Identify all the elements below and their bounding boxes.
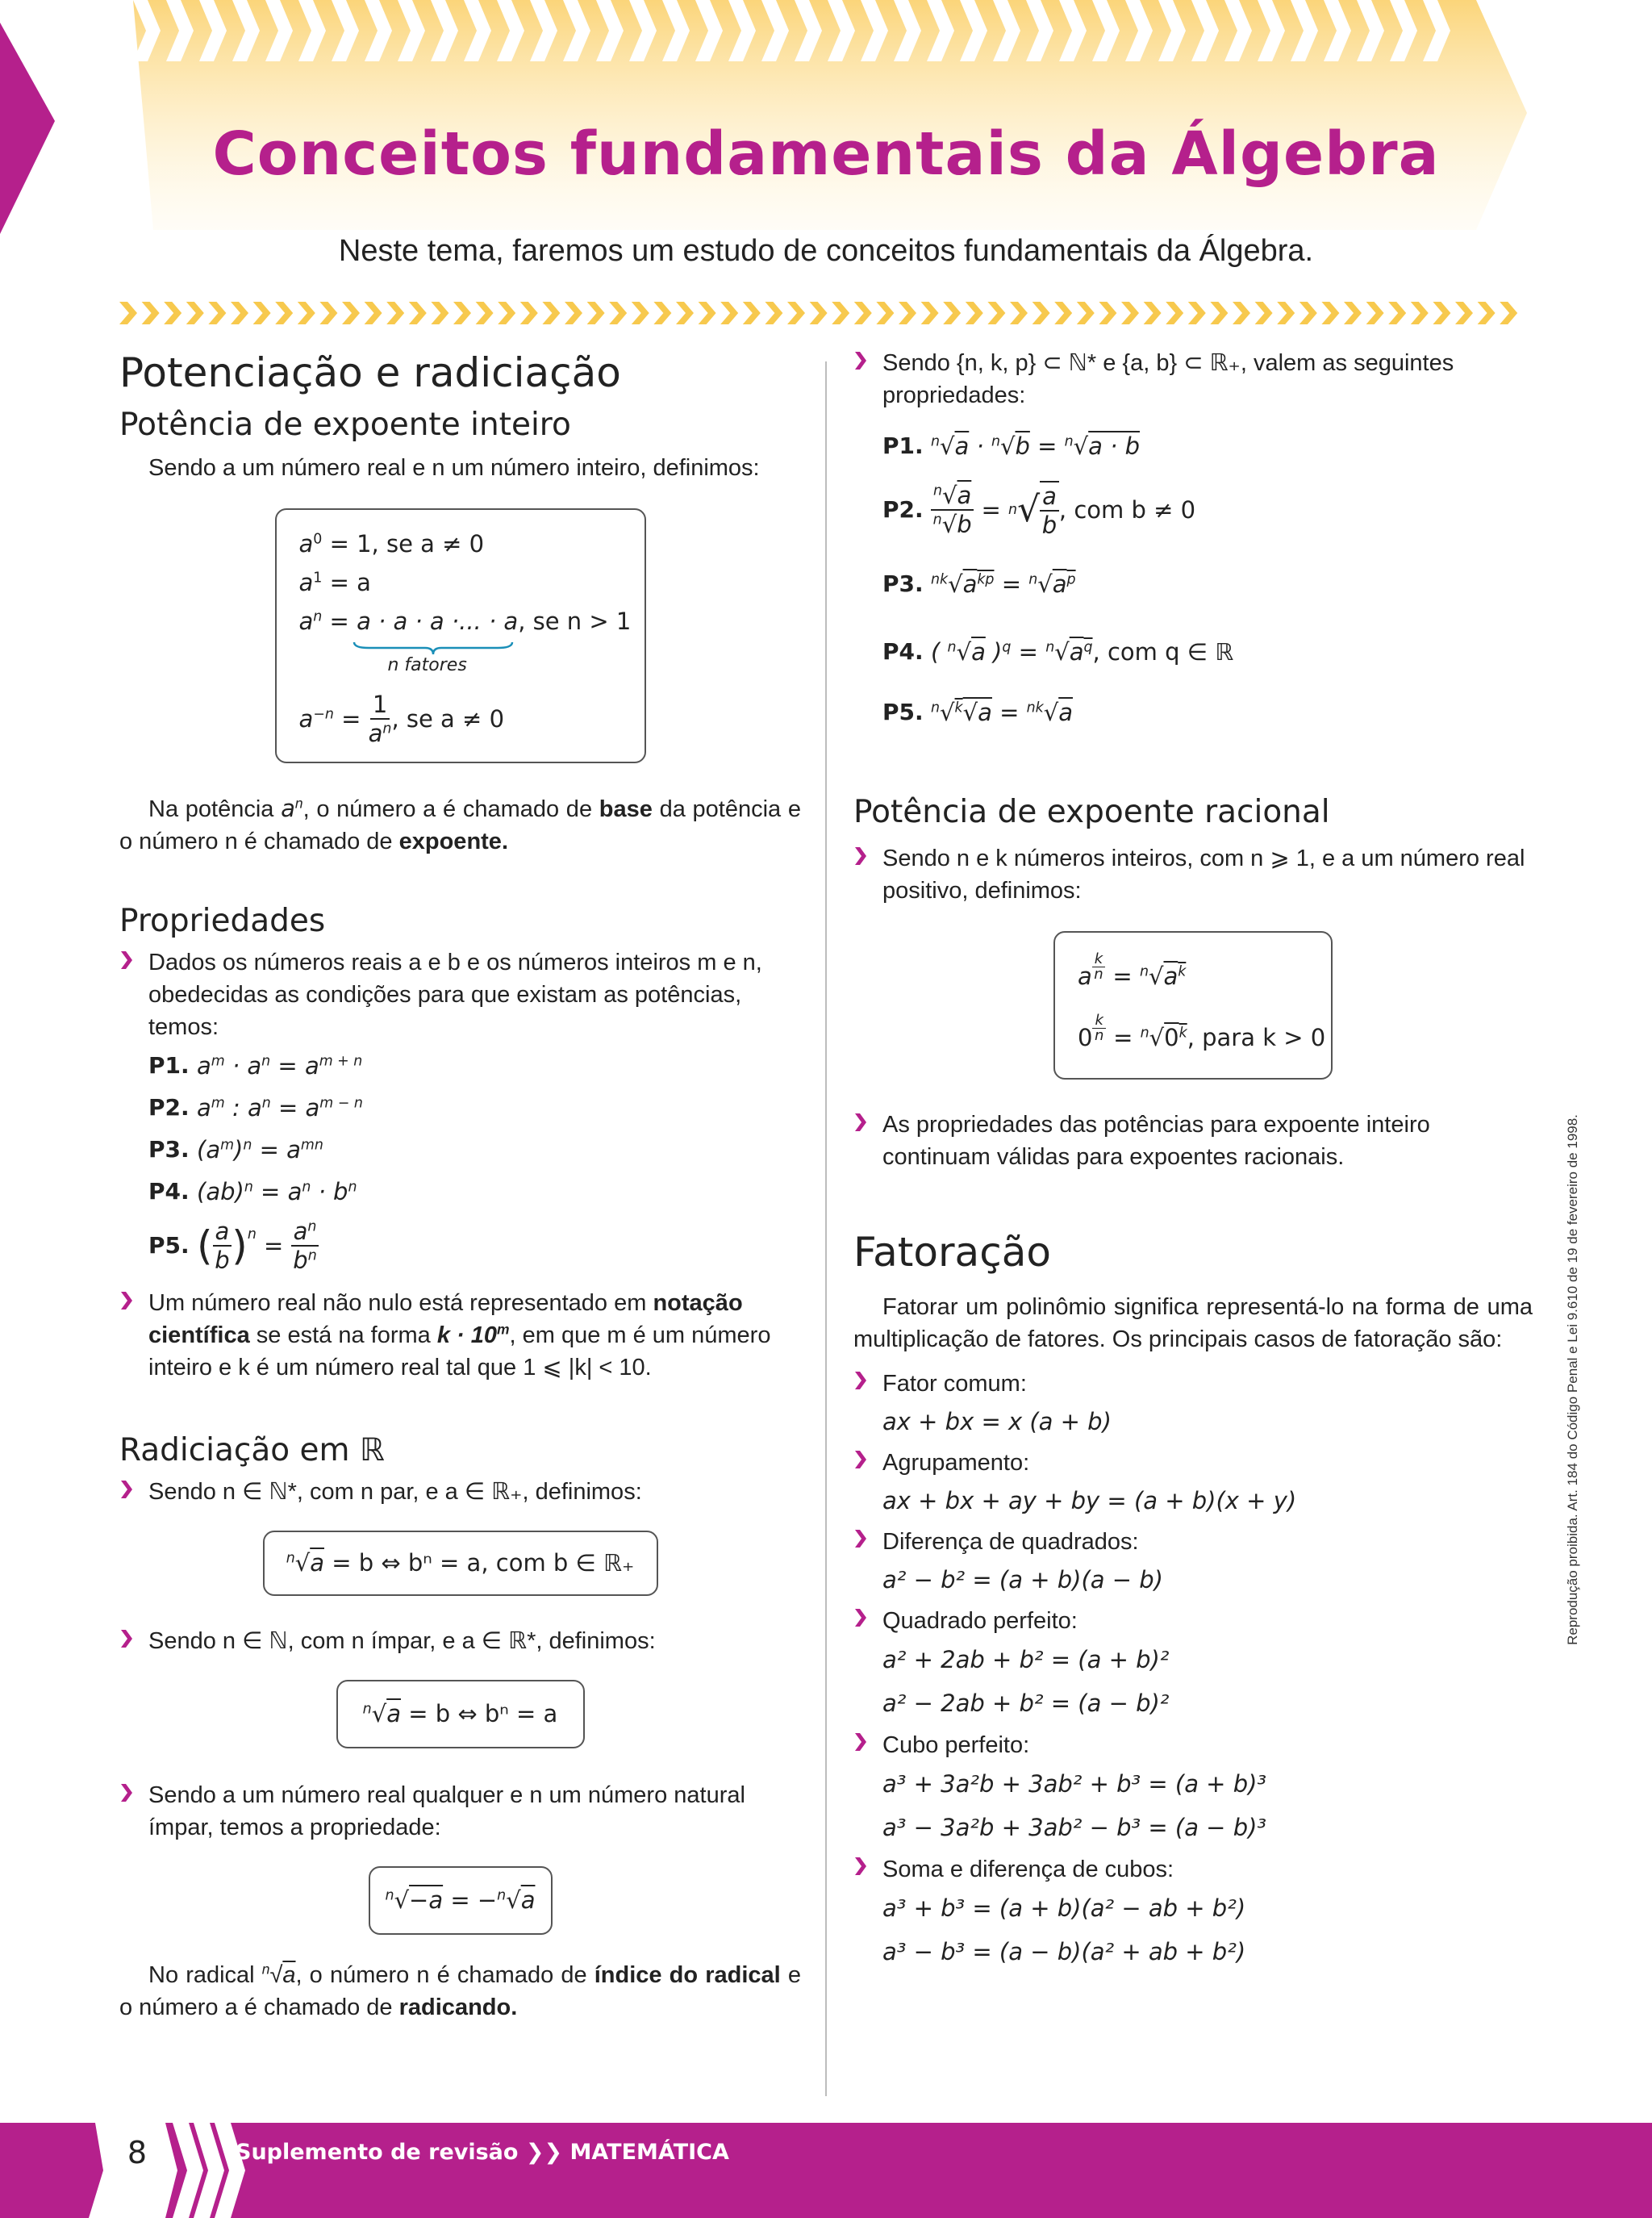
chevron-bullet-icon: [853, 1856, 868, 1877]
fat-case-cubo-perfeito: Cubo perfeito: a³ + 3a²b + 3ab² + b³ = (a + b)³ a³ − 3a²b + 3ab² − b³ = (a − b)³: [853, 1728, 1533, 1849]
divider-chevron: [720, 302, 738, 324]
brace-icon: [353, 641, 514, 655]
divider-chevron: [565, 302, 582, 324]
right-column: [853, 347, 1533, 1974]
radical-property-p1: P1. $^n$√a · $^n$√b = $^n$√a · b: [882, 432, 1140, 460]
divider-chevron: [854, 302, 872, 324]
chevron-bullet-icon: [119, 1628, 134, 1649]
divider-chevron: [253, 302, 271, 324]
bullet-notacao-cientifica: Um número real não nulo está representado em notação científica se está na forma $k \cdot 10^m$, em que m é um número inteiro e k é um número real tal que 1 ⩽ |k| < 10.: [119, 1287, 801, 1384]
divider-chevron: [208, 302, 226, 324]
radic-prop-box: $^n$√−a = −$^n$√a: [369, 1866, 553, 1935]
divider-chevron: [966, 302, 983, 324]
divider-chevron: [1344, 302, 1362, 324]
power-property-p3: P3. $(a^m)^n = a^{mn}$: [148, 1136, 323, 1163]
bullet-radic-propriedade: Sendo a um número real qualquer e n um número natural ímpar, temos a propriedade:: [119, 1779, 801, 1844]
chevron-bullet-icon: [119, 1782, 134, 1803]
radical-property-p2: P2. $\frac{^n√a}{^n√b}$ = n √ $\frac{a}{b}$ , com b ≠ 0: [882, 482, 1196, 539]
divider-chevron: [542, 302, 560, 324]
radical-property-p5: P5. $^n$√$^k$√a = $^{nk}$√a: [882, 699, 1073, 726]
intro-paragraph: Sendo a um número real e n um número inteiro, definimos:: [148, 455, 760, 481]
fat-case-fator-comum: Fator comum: ax + bx = x (a + b): [853, 1367, 1533, 1443]
power-property-p5: P5. ( $\frac{a}{b}$ ) $^n$ = $\frac{a^n}{b^n}$: [148, 1213, 801, 1279]
divider-chevron: [1166, 302, 1183, 324]
footer-bar: [0, 2123, 1652, 2218]
radical-terms-paragraph: No radical $^n$√a, o número n é chamado de índice do radical e o número a é chamado de radicando.: [119, 1961, 802, 2020]
divider-chevron: [1210, 302, 1228, 324]
chevron-bullet-icon: [853, 1731, 868, 1752]
fat-case-soma-diferenca-cubos: Soma e diferença de cubos: a³ + b³ = (a + b)(a² − ab + b²) a³ − b³ = (a − b)(a² + ab + b²): [853, 1853, 1533, 1974]
divider-chevron: [1233, 302, 1250, 324]
chevron-bullet-icon: [853, 1449, 868, 1470]
divider-chevron: [1388, 302, 1406, 324]
divider-chevron: [1277, 302, 1295, 324]
divider-chevron: [1255, 302, 1273, 324]
bullet-radic-impar: Sendo n ∈ ℕ, com n ímpar, e a ∈ ℝ*, definimos:: [119, 1625, 801, 1657]
divider-chevron: [298, 302, 315, 324]
divider-chevron: [676, 302, 694, 324]
fat-case-quadrado-perfeito: Quadrado perfeito: a² + 2ab + b² = (a + b)² a² − 2ab + b² = (a − b)²: [853, 1604, 1533, 1725]
section-title-potenciacao: Potenciação e radiciação: [119, 349, 621, 396]
subsection-title-expoente-inteiro: Potência de expoente inteiro: [119, 407, 571, 443]
subsection-title-radiciacao: Radiciação em ℝ: [119, 1432, 385, 1468]
def-a-neg-n: $a^{-n}$ = $\frac{1}{a^n}$ , se a ≠ 0: [298, 691, 505, 747]
fat-case-diferenca-quadrados: Diferença de quadrados: a² − b² = (a + b)(a − b): [853, 1525, 1533, 1601]
divider-chevron: [386, 302, 404, 324]
bullet-racional-props: As propriedades das potências para expoente inteiro continuam válidas para expoentes racionais.: [853, 1109, 1533, 1173]
divider-chevron: [1455, 302, 1473, 324]
divider-chevron: [1144, 302, 1162, 324]
divider-chevron: [142, 302, 160, 324]
divider-chevron: [431, 302, 448, 324]
def-a0: $a^0 = 1$, se a ≠ 0: [298, 530, 485, 558]
divider-chevron: [1121, 302, 1139, 324]
radic-def-box-even: $^n$√a = b ⇔ bⁿ = a, com b ∈ ℝ₊: [263, 1531, 658, 1596]
radic-def-box-odd: $^n$√a = b ⇔ bⁿ = a: [336, 1680, 585, 1748]
divider-chevron: [921, 302, 939, 324]
divider-chevron: [231, 302, 248, 324]
divider-chevron: [987, 302, 1005, 324]
divider-chevron: [1099, 302, 1116, 324]
divider-chevron: [765, 302, 782, 324]
rational-def-line2: 0 $^{\frac{k}{n}}$ = $^n√0^k$, para k > 0: [1078, 1011, 1326, 1051]
divider-chevron: [1500, 302, 1517, 324]
divider-chevron: [186, 302, 204, 324]
subsection-title-expoente-racional: Potência de expoente racional: [853, 794, 1330, 830]
divider-chevron: [453, 302, 471, 324]
divider-chevron: [609, 302, 627, 324]
divider-chevron: [1366, 302, 1384, 324]
bullet-racional-def: Sendo n e k números inteiros, com n ⩾ 1, e a um número real positivo, definimos:: [853, 842, 1533, 907]
divider-chevron: [1010, 302, 1028, 324]
fatoracao-intro: Fatorar um polinômio significa representá-lo na forma de uma multiplicação de fatores. Os principais casos de fatoração são:: [853, 1294, 1533, 1352]
divider-chevron: [1032, 302, 1050, 324]
fatoracao-cases-list: [853, 1367, 1533, 1974]
divider-chevron: [699, 302, 716, 324]
chevron-bullet-icon: [119, 1479, 134, 1500]
chevron-bullet-icon: [853, 1112, 868, 1133]
divider-chevron: [409, 302, 427, 324]
divider-chevron: [787, 302, 805, 324]
divider-chevron: [1299, 302, 1317, 324]
title-banner: [133, 0, 1529, 230]
footer-decoration: [0, 2123, 452, 2218]
page-number: 8: [127, 2135, 148, 2170]
chevron-bullet-icon: [853, 350, 868, 371]
chevron-bullet-icon: [853, 846, 868, 867]
fat-case-agrupamento: Agrupamento: ax + bx + ay + by = (a + b)(x + y): [853, 1446, 1533, 1522]
divider-chevron: [587, 302, 605, 324]
divider-chevron: [899, 302, 916, 324]
divider-chevron: [476, 302, 494, 324]
power-property-p4: P4. $(ab)^n = a^n \cdot b^n$: [148, 1178, 357, 1205]
chevron-bullet-icon: [853, 1370, 868, 1391]
base-expoente-paragraph: Na potência $a^n$, o número a é chamado de base da potência e o número n é chamado de expoente.: [119, 795, 801, 854]
section-title-fatoracao: Fatoração: [853, 1229, 1051, 1276]
divider-chevron: [498, 302, 515, 324]
footer-label: Suplemento de revisão ❯❯ MATEMÁTICA: [236, 2140, 729, 2165]
divider-chevron: [342, 302, 360, 324]
divider-chevron: [876, 302, 894, 324]
divider-chevron: [1188, 302, 1206, 324]
divider-chevron: [275, 302, 293, 324]
radical-properties-list: [853, 423, 1533, 739]
bullet-radic-par: Sendo n ∈ ℕ*, com n par, e a ∈ ℝ₊, definimos:: [119, 1476, 801, 1508]
n-fatores-label: n fatores: [387, 655, 467, 675]
divider-chevron: [1077, 302, 1095, 324]
radical-property-p4: P4. ( $^n$√a )$^q = ^n√a^q$, com q ∈ ℝ: [882, 638, 1234, 666]
divider-chevron: [520, 302, 538, 324]
divider-chevron: [743, 302, 761, 324]
left-column: [119, 347, 801, 2024]
def-a1: $a^1 = a$: [298, 569, 371, 596]
bullet-radic-props-intro: Sendo {n, k, p} ⊂ ℕ* e {a, b} ⊂ ℝ₊, valem as seguintes propriedades:: [853, 347, 1533, 411]
power-property-p2: P2. $a^m$ : $a^n = a^{m - n}$: [148, 1094, 363, 1122]
chevron-bullet-icon: [853, 1607, 868, 1628]
def-an: $a^n = a \cdot a \cdot a$ ·... · a, se n > 1: [298, 608, 632, 635]
page-subtitle: Neste tema, faremos um estudo de conceitos fundamentais da Álgebra.: [338, 234, 1314, 268]
divider-chevron: [653, 302, 671, 324]
divider-chevron: [810, 302, 828, 324]
chevron-bullet-icon: [853, 1528, 868, 1549]
divider-chevron: [119, 302, 137, 324]
divider-chevron: [1433, 302, 1450, 324]
divider-chevron: [1478, 302, 1496, 324]
divider-chevron: [164, 302, 181, 324]
divider-chevron: [319, 302, 337, 324]
definition-box: [275, 508, 646, 763]
divider-chevron: [365, 302, 382, 324]
bullet-propriedades: Dados os números reais a e b e os números inteiros m e n, obedecidas as condições para que existam as potências, temos:: [119, 946, 801, 1043]
divider-chevron: [632, 302, 649, 324]
divider-chevron: [943, 302, 961, 324]
radical-property-p3: P3. $^{nk}√a^{kp} = ^n√a^p$: [882, 570, 1076, 598]
rational-def-box: [1053, 931, 1333, 1080]
chevron-divider: [119, 300, 1533, 326]
page-title: Conceitos fundamentais da Álgebra: [212, 119, 1440, 189]
column-divider: [825, 361, 827, 2096]
divider-chevron: [1054, 302, 1072, 324]
divider-chevron: [1321, 302, 1339, 324]
chevron-bullet-icon: [119, 1290, 134, 1311]
double-chevron-icon: ❯❯: [525, 2140, 563, 2165]
power-properties-list: [119, 1045, 801, 1279]
subsection-title-propriedades: Propriedades: [119, 903, 326, 939]
rational-def-line1: a $^{\frac{k}{n}}$ = $^n√a^k$: [1078, 950, 1187, 990]
divider-chevron: [832, 302, 849, 324]
power-property-p1: P1. $a^m \cdot a^n = a^{m + n}$: [148, 1052, 363, 1080]
chevron-bullet-icon: [119, 950, 134, 971]
divider-chevron: [1411, 302, 1429, 324]
